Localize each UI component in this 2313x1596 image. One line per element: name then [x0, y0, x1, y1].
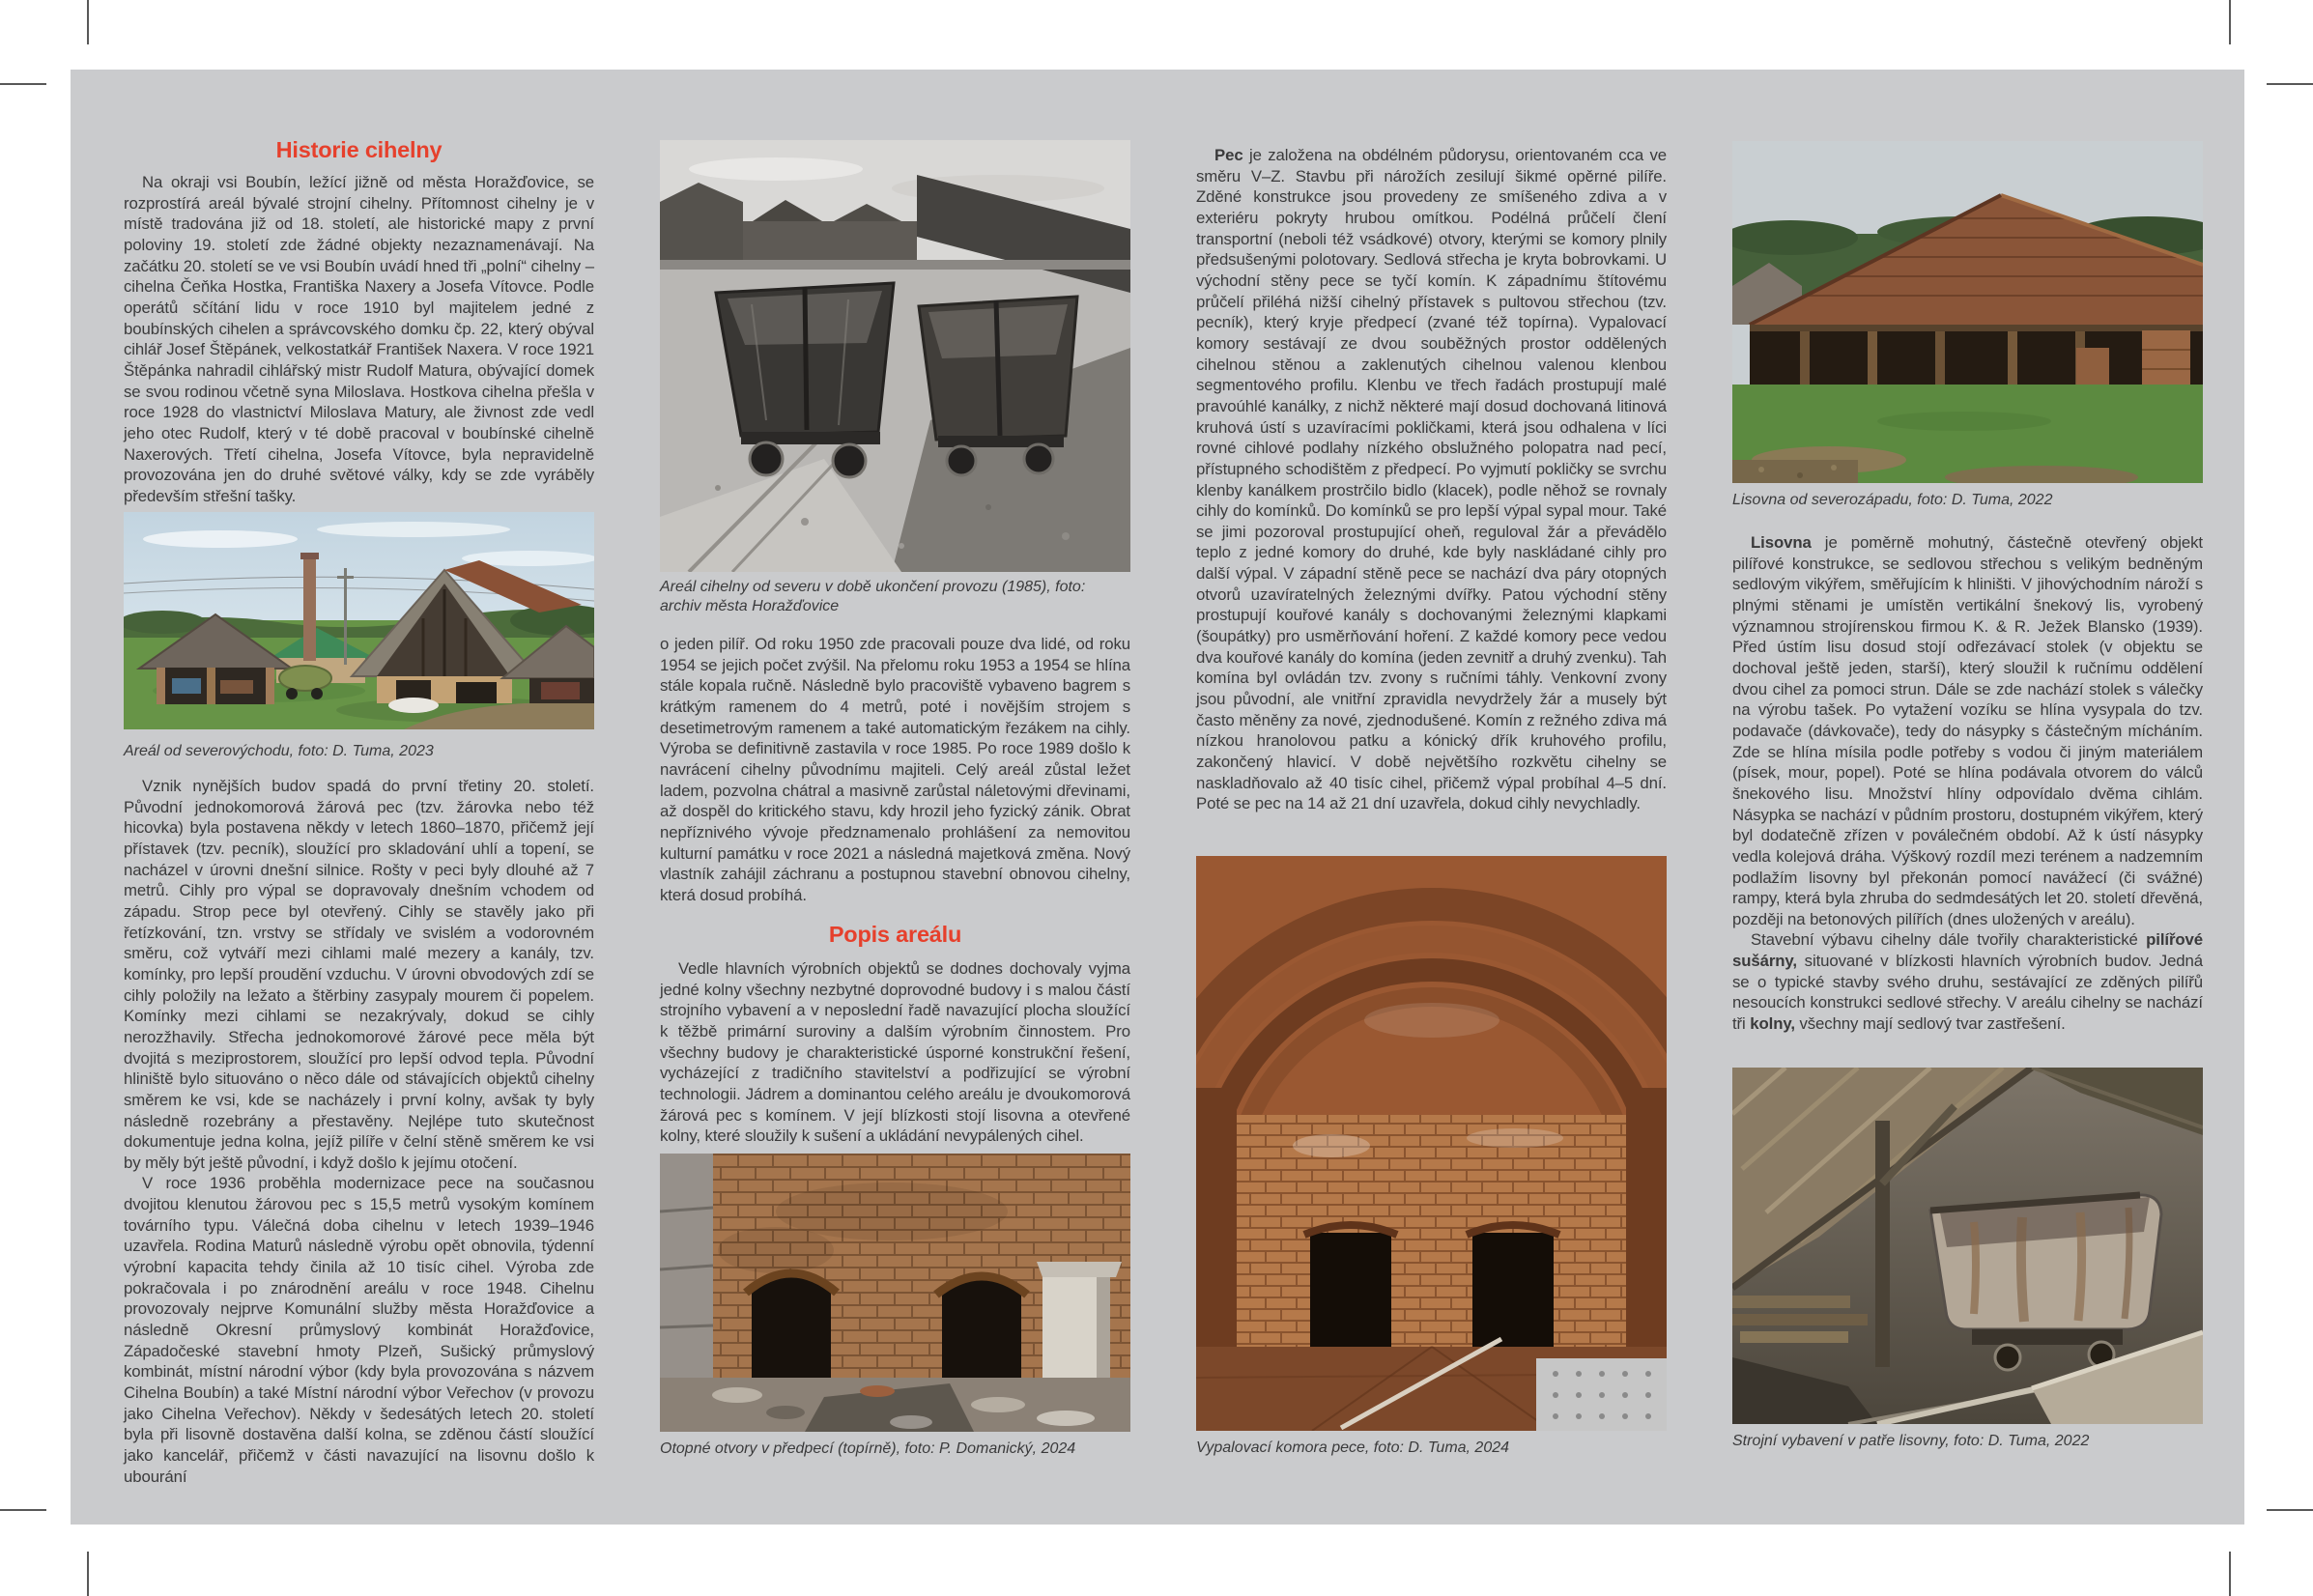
photo-kiln-chamber-image: [1196, 856, 1667, 1431]
crop-mark-top-right-v: [2229, 0, 2231, 44]
photo-caption: Areál od severovýchodu, foto: D. Tuma, 2023: [124, 743, 434, 759]
photo-caption: Vypalovací komora pece, foto: D. Tuma, 2024: [1196, 1439, 1510, 1456]
photo-caption: Areál cihelny od severu v době ukončení provozu (1985), foto: archiv města Horažďovice: [660, 579, 1086, 614]
col3-paragraph-1: Pec je založena na obdélném půdorysu, orientovaném cca ve směru V–Z. Stavbu při nárožích zesilují šikmé opěrné pilíře. Zděné konstrukce jsou provedeny ze smíšeného zdiva a v exteriéru pokryty hrubou omítkou. Podélná průčelí člení transportní (neboli též vsádkové) otvory, kterými se komory plnily předsušenými polotovary. Sedlová střecha je kryta bobrovkami. U východní stěny pece se tyčí komín. K západnímu štítovému průčelí přiléhá nižší cihelný přístavek s pultovou střechou (tzv. pecník), který kryje předpecí (zvané též topírna). Vypalovací komory sestávají ze dvou souběžných prostor oddělených cihelnou stěnou a zaklenutých cihelnou valenou klenbou segmentového profilu. Klenbu ve třech řadách prostupují malé pravoúhlé kanálky, z nichž některé mají dosud dochovaná litinová kruhová ústí s uzavíracími pokličkami, která jsou odhalena v líci rovné cihlové podlahy nízkého obslužného polopatra nad pecí, přístupného schodištěm z předpecí. Po vyjmutí pokličky se svrchu klenby kanálkem prostrčilo bidlo (klacek), podle něhož se rovnaly cihly do komínků. Do komínků se pro lepší výpal sypal mour. Také se jimi pozoroval prostupující oheň, reguloval žár a převádělo teplo z jedné komory do druhé, kde byly naskládané cihly pro další výpal. V západní stěně pece se nachází dva páry otopných otvorů uzavíratelných železnými dvířky. Patou východní stěny prostupují kouřové kanály s dochovanými železnými klapkami (šoupátky) pro usměrňování hoření. Z každé komory pece vedou dva kouřové kanály do komína (jeden zevnitř a druhý zvenku). Tah komína byl ovládán tzv. zvony s ručními táhly. Venkovní zvony jsou původní, ale vnitřní zpravidla nevydržely žár a musely být často měněny za nové, zjednodušené. Komín z režného zdiva má nízkou hranolovou patku a kónický dřík kruhového profilu, zakončený hlavicí. V době největšího rozkvětu cihelny se naskladňovalo až 40 tisíc cihel, přičemž výpal probíhal 4–5 dní. Poté se pec na 14 až 21 dní uzavřela, dokud cihly nevychladly.: [1196, 146, 1667, 813]
photo-heating-openings: [660, 1154, 1130, 1432]
photo-caption: Lisovna od severozápadu, foto: D. Tuma, 2022: [1732, 492, 2053, 508]
crop-mark-top-left-v: [87, 0, 89, 44]
col2-paragraph-1: o jeden pilíř. Od roku 1950 zde pracovali pouze dva lidé, od roku 1954 se jejich počet zvýšil. Na přelomu roku 1953 a 1954 se hlína stále kopala ručně. Následně bylo pracoviště vybaveno bagrem s krátkým ramenem do 4 metrů, poté i novějším strojem s desetimetrovým ramenem a také automatickým řezákem na cihly. Výroba se definitivně zastavila v roce 1985. Po roce 1989 došlo k navrácení cihelny původnímu majiteli. Celý areál zůstal ležet ladem, pozvolna chátral a masivně zarůstal náletovými dřevinami, až dospěl do kritického stavu, kdy hrozil jeho fyzický zánik. Obrat nepříznivého vývoje předznamenalo prohlášení za nemovitou kulturní památku v roce 2021 a následná majetková změna. Nový vlastník zahájil záchranu a postupnou stavební obnovou cihelny, která dosud probíhá.: [660, 635, 1130, 904]
col1-paragraphs-2-3: Vznik nynějších budov spadá do první třetiny 20. století. Původní jednokomorová žárová pec (tzv. žárovka nebo též hicovka) byla postavena někdy v letech 1860–1870, přičemž její přístavek (tzv. pecník), sloužící pro skladování uhlí a topení, se nacházel v úrovni dnešní silnice. Rošty v peci byly dlouhé až 7 metrů. Cihly pro výpal se dopravovaly dnešním vchodem od západu. Strop pece byl otevřený. Cihly se stavěly jako při řetízkování, tzn. vrstvy se střídaly ve svislém a vodorovném směru, což vytváří mezi cihlami malé mezery a kanály, tzv. komínky, pro lepší proudění vzduchu. V úrovni obvodových zdí se cihly položily na ležato a štěrbiny zasypaly mourem či popelem. Komínky mezi cihlami se nezakrývaly, dokud se cihly nerozžhavily. Střecha jednokomorové žárové pece měla být dvojitá s meziprostorem, sloužící pro lepší odvod tepla. Původní hliniště bylo situováno o něco dále od stávajících objektů cihelny směrem ke vsi, kde se nacházely i první kolny, avšak ty byly následně rozebrány a přestavěny. Nejlépe tuto skutečnost dokumentuje jedna kolna, jejíž pilíře v čelní stěně směrem ke vsi by měly být ještě původní, i když došlo k jejímu otočení. V roce 1936 proběhla modernizace pece na současnou dvojitou klenutou žárovou pec s 15,5 metrů vysokým komínem továrního typu. Válečná doba cihelnu v letech 1939–1946 uzavřela. Rodina Maturů následně výrobu opět obnovila, týdenní výrobní kapacita tehdy činila až 10 tisíc cihel. Výroba zde pokračovala i po znárodnění areálu v roce 1948. Cihelnu provozovaly nejprve Komunální služby města Horažďovice a následně Okresní průmyslový kombinát Horažďovice, Západočeské stavební hmoty Plzeň, Sušický průmyslový kombinát, místní národní výbor (kdy byla provozována s názvem Cihelna Boubín) a také Místní národní výbor Veřechov (v provozu jako Cihelna Veřechov). Někdy v šedesátých letech 20. století byla při lisovně dostavěna další kolna, se zděnou částí sloužící jako kancelář, přičemž v části navazující na lisovnu došlo k ubourání: [124, 777, 594, 1486]
photo-machinery-attic: [1732, 1068, 2203, 1424]
photo-area-from-north-1985-image: [660, 140, 1130, 572]
col1-paragraph-1: Na okraji vsi Boubín, ležící jižně od města Horažďovice, se rozprostírá areál bývalé strojní cihelny. Přítomnost cihelny je v místě tradována již od 18. století, ale historické mapy z první poloviny 19. století zde žádné objekty nezaznamenávají. Na začátku 20. století se ve vsi Boubín uvádí hned tři „polní“ cihelny – cihelna Čeňka Hostka, Františka Naxery a Josefa Vítovce. Podle operátů sčítání lidu v roce 1910 byl majitelem jedné z boubínských cihelen a správcovského domku čp. 22, který obýval cihlář Josef Štěpánek, velkostatkář František Naxera. V roce 1921 Štěpánka nahradil cihlářský mistr Rudolf Matura, obývající domek se svou rodinou včetně syna Miloslava. Hostkova cihelna přešla v roce 1928 do vlastnictví Miloslava Matury, ale živnost zde vedl jeho otec Rudolf, který v té době pracoval v boubínské cihelně Naxerových. Třetí cihelna, Josefa Vítovce, byla nepravidelně provozována jen do druhé světové války, kdy se zde vyráběly především střešní tašky.: [124, 173, 594, 505]
photo-caption: Strojní vybavení v patře lisovny, foto: D. Tuma, 2022: [1732, 1433, 2090, 1449]
photo-pressing-house: [1732, 141, 2203, 483]
bold-pilirove-susarny: pilířové sušárny,: [1732, 930, 2203, 971]
bold-kolny: kolny,: [1750, 1014, 1795, 1034]
bold-lead-pec: Pec: [1214, 146, 1243, 164]
section-heading-historie: Historie cihelny: [275, 137, 443, 162]
crop-mark-top-left-h: [0, 83, 46, 85]
crop-mark-top-right-h: [2267, 83, 2313, 85]
crop-mark-bottom-right-h: [2267, 1509, 2313, 1511]
photo-pressing-house-image: [1732, 141, 2203, 483]
photo-caption: Otopné otvory v předpecí (topírně), foto: P. Domanický, 2024: [660, 1440, 1076, 1457]
photo-heating-openings-image: [660, 1154, 1130, 1432]
bold-lead-lisovna: Lisovna: [1751, 533, 1812, 552]
photo-machinery-attic-image: [1732, 1068, 2203, 1424]
crop-mark-bottom-left-h: [0, 1509, 46, 1511]
photo-area-from-north-1985: [660, 140, 1130, 572]
crop-mark-bottom-right-v: [2229, 1552, 2231, 1596]
crop-mark-bottom-left-v: [87, 1552, 89, 1596]
col4-paragraphs: Lisovna je poměrně mohutný, částečně otevřený objekt pilířové konstrukce, se sedlovou střechou s velikým bedněným sedlovým vikýřem, směřujícím k hliništi. V jihovýchodním nároží s plnými stěnami je umístěn vertikální šnekový lis, vyrobený významnou strojírenskou firmou K. & R. Ježek Blansko (1939). Před ústím lisu dosud stojí odřezávací stolek (v objektu se dochoval ještě jeden, starší), který sloužil k ručnímu oddělení dvou cihel za pomoci strun. Dále se zde nachází stolek s válečky na výrobu tašek. Po vytažení vozíku se hlína vysypala do tzv. podavače (dávkovače), tedy do násypky s částečným mícháním. Zde se hlína mísila podle potřeby s vodou či jiným materiálem (písek, mour, popel). Poté se hlína podávala otvorem do válců šnekového lisu. Množství hlíny odpovídalo dvěma cihlám. Násypka se nachází v půdním prostoru, dostupném vikýřem, který byl dodatečně zřízen v poválečném období. Až k ústí násypky vedla kolejová dráha. Výškový rozdíl mezi terénem a nadzemním podlažím lisovny byl překonán pomocí navážecí (či svážné) rampy, která byla zhruba do sedmdesátých let 20. století dřevěná, později na betonových pilířích (dnes uložených v areálu). Stavební výbavu cihelny dále tvořily charakteristické pilířové sušárny, situované v blízkosti hlavních výrobních budov. Jedná se o typické stavby svého druhu, sestávající ze zděných pilířů nesoucích konstrukci sedlové střechy. V areálu cihelny se nachází tři kolny, všechny mají sedlový tvar zastřešení.: [1732, 533, 2203, 1034]
col2-paragraph-2: Vedle hlavních výrobních objektů se dodnes dochovaly vyjma jedné kolny všechny nezbytné doprovodné budovy i s malou částí strojního vybavení a v neposlední řadě navazující plocha sloužící k těžbě primární suroviny a dalším výrobním činnostem. Pro všechny budovy je charakteristické úsporné konstrukční řešení, vycházející z tradičního stavitelství a podřizující se výrobní technologii. Jádrem a dominantou celého areálu je dvoukomorová žárová pec s komínem. V její blízkosti stojí lisovna a otevřené kolny, které sloužily k sušení a ukládání nevypálených cihel.: [660, 959, 1130, 1146]
photo-kiln-chamber: [1196, 856, 1667, 1431]
section-heading-popis: Popis areálu: [828, 922, 962, 947]
photo-area-from-northeast-image: [124, 512, 594, 729]
photo-area-from-northeast: [124, 512, 594, 729]
